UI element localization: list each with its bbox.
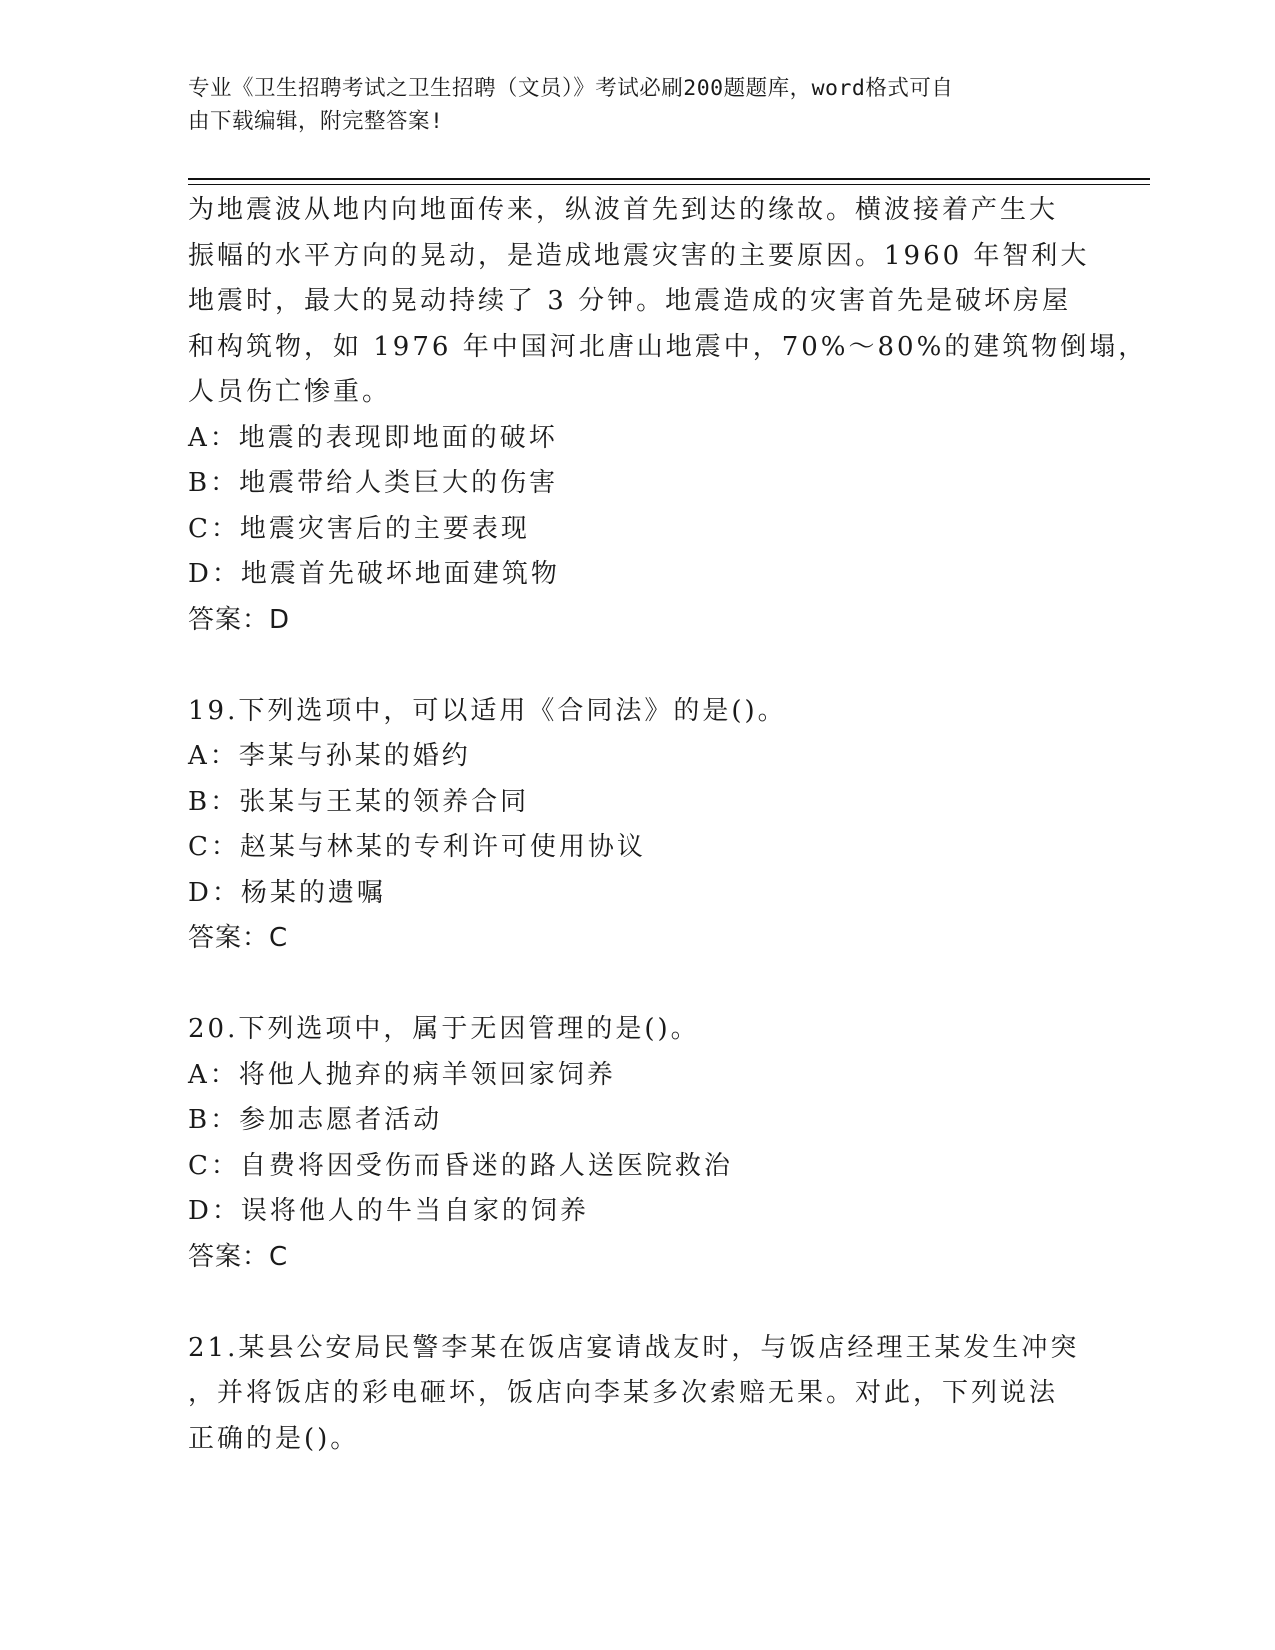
question-18-text-line: 和构筑物，如 1976 年中国河北唐山地震中，70%～80%的建筑物倒塌， bbox=[188, 331, 1148, 362]
question-21-stem-line: ，并将饭店的彩电砸坏，饭店向李某多次索赔无果。对此，下列说法 bbox=[188, 1378, 1059, 1408]
question-18-block bbox=[188, 188, 1148, 643]
question-19-answer: 答案：C bbox=[188, 923, 289, 953]
question-18-text-line: 人员伤亡惨重。 bbox=[188, 377, 392, 407]
question-20-answer: 答案：C bbox=[188, 1241, 289, 1272]
question-18-text-line: 为地震波从地内向地面传来，纵波首先到达的缘故。横波接着产生大 bbox=[188, 195, 1059, 225]
header-title-line-1: 专业《卫生招聘考试之卫生招聘（文员）》考试必刷200题题库，word格式可自 bbox=[188, 76, 954, 101]
header-divider-thin bbox=[188, 184, 1150, 185]
question-18-text-line: 振幅的水平方向的晃动，是造成地震灾害的主要原因。1960 年智利大 bbox=[188, 240, 1090, 271]
document-body bbox=[188, 188, 1148, 1462]
question-20-option-a: A：将他人抛弃的病羊领回家饲养 bbox=[188, 1059, 616, 1090]
question-20-option-d: D：误将他人的牛当自家的饲养 bbox=[188, 1196, 589, 1226]
question-18-option-a: A：地震的表现即地面的破坏 bbox=[188, 422, 558, 453]
question-21-stem-line: 21.某县公安局民警李某在饭店宴请战友时，与饭店经理王某发生冲突 bbox=[188, 1332, 1080, 1363]
question-20-stem: 20.下列选项中，属于无因管理的是()。 bbox=[188, 1014, 700, 1044]
question-19-option-c: C：赵某与林某的专利许可使用协议 bbox=[188, 832, 646, 862]
question-21-stem-line: 正确的是()。 bbox=[188, 1423, 360, 1454]
question-19-option-d: D：杨某的遗嘱 bbox=[188, 877, 386, 908]
spacer bbox=[188, 1280, 1078, 1326]
spacer bbox=[188, 962, 1078, 1008]
question-21-block bbox=[188, 1326, 1078, 1463]
question-18-answer: 答案：D bbox=[188, 604, 291, 635]
question-19-option-a: A：李某与孙某的婚约 bbox=[188, 741, 471, 771]
question-18-option-d: D：地震首先破坏地面建筑物 bbox=[188, 559, 560, 589]
question-20-block bbox=[188, 1007, 1078, 1280]
question-19-option-b: B：张某与王某的领养合同 bbox=[188, 786, 530, 817]
question-18-option-b: B：地震带给人类巨大的伤害 bbox=[188, 468, 559, 498]
question-20-option-c: C：自费将因受伤而昏迷的路人送医院救治 bbox=[188, 1150, 733, 1181]
question-20-option-b: B：参加志愿者活动 bbox=[188, 1105, 443, 1135]
spacer bbox=[188, 643, 1078, 689]
question-18-option-c: C：地震灾害后的主要表现 bbox=[188, 513, 530, 544]
header-title-line-2: 由下载编辑，附完整答案! bbox=[188, 109, 444, 134]
question-19-stem: 19.下列选项中，可以适用《合同法》的是()。 bbox=[188, 695, 787, 726]
question-19-block bbox=[188, 689, 1078, 962]
document-header bbox=[188, 72, 1078, 138]
question-18-text-line: 地震时，最大的晃动持续了 3 分钟。地震造成的灾害首先是破坏房屋 bbox=[188, 286, 1072, 316]
header-divider-thick bbox=[188, 178, 1150, 180]
